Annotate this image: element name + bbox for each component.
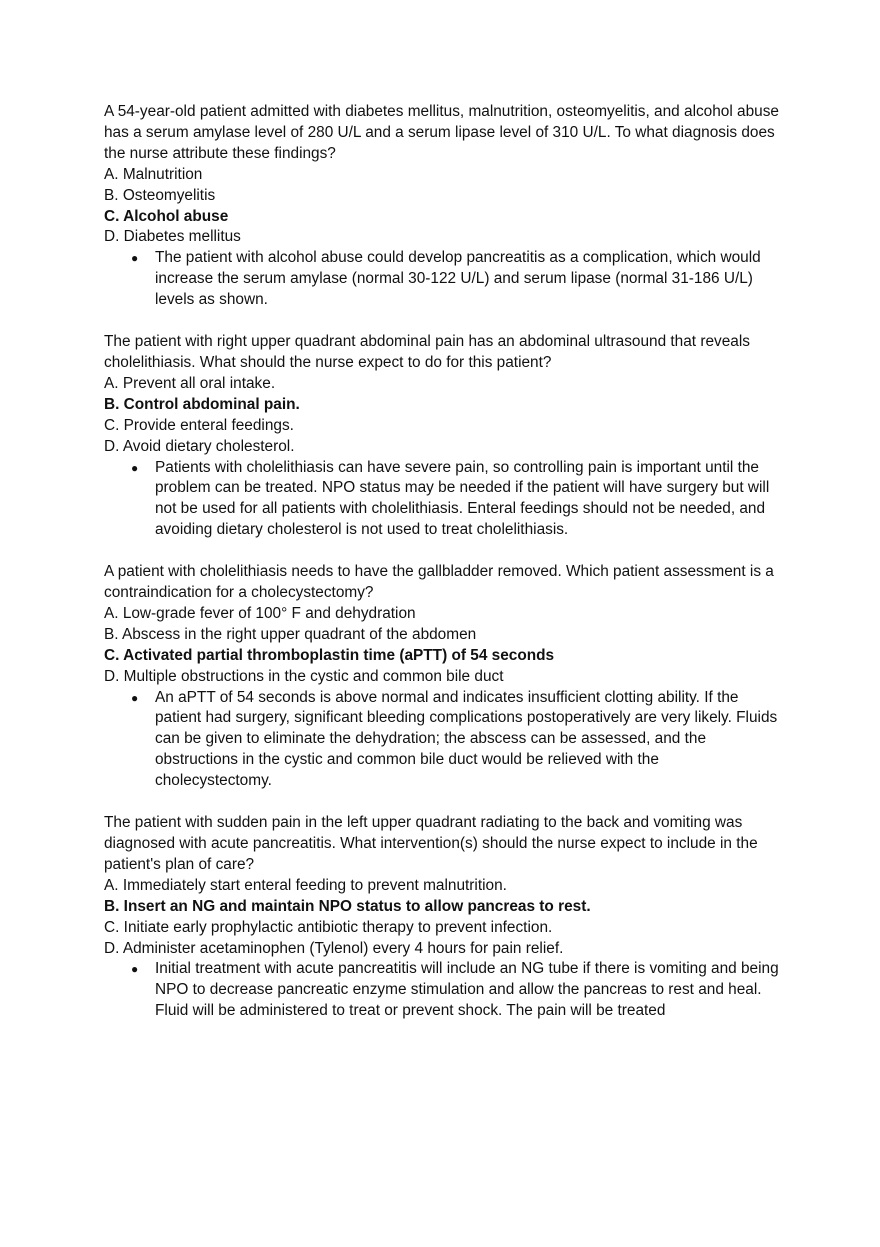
answer-option-d: D. Administer acetaminophen (Tylenol) every 4 hours for pain relief. [104,939,564,957]
question-4 [104,813,784,1022]
rationale-item [131,688,784,793]
question-stem: A patient with cholelithiasis needs to have the gallbladder removed. Which patient assessment is a contraindication for a cholecystectomy? [104,563,774,602]
rationale-text: Initial treatment with acute pancreatitis will include an NG tube if there is vomiting and being NPO to decrease pancreatic enzyme stimulation and allow the pancreas to rest and heal. Fluid will be administered to treat or prevent shock. The pain will be treated [155,960,779,1020]
rationale-list [104,458,784,542]
question-stem: A 54-year-old patient admitted with diabetes mellitus, malnutrition, osteomyelitis, and alcohol abuse has a serum amylase level of 280 U/L and a serum lipase level of 310 U/L. To what diagnosis does the nurse attribute these findings? [104,103,779,162]
answer-option-a: A. Low-grade fever of 100° F and dehydration [104,604,416,622]
question-1 [104,102,784,311]
rationale-list [104,959,784,1022]
bullet-icon: ● [131,690,139,705]
answer-option-a: A. Prevent all oral intake. [104,374,276,392]
rationale-text: Patients with cholelithiasis can have severe pain, so controlling pain is important until the problem can be treated. NPO status may be needed if the patient will have surgery but will not be used for all patients with cholelithiasis. Enteral feedings should not be needed, and avoiding dietary cholesterol is not used to treat cholelithiasis. [155,458,770,539]
rationale-text: The patient with alcohol abuse could develop pancreatitis as a complication, which would increase the serum amylase (normal 30-122 U/L) and serum lipase (normal 31-186 U/L) levels as shown. [155,249,761,309]
bullet-icon: ● [131,251,139,266]
answer-option-c-correct: C. Activated partial thromboplastin time (aPTT) of 54 seconds [104,646,555,664]
question-2 [104,332,784,541]
answer-option-a: A. Immediately start enteral feeding to prevent malnutrition. [104,876,507,894]
bullet-icon: ● [131,962,139,977]
answer-option-c: C. Provide enteral feedings. [104,416,294,434]
answer-option-b-correct: B. Insert an NG and maintain NPO status to allow pancreas to rest. [104,897,591,915]
answer-option-b: B. Osteomyelitis [104,186,216,204]
answer-option-d: D. Multiple obstructions in the cystic and common bile duct [104,667,504,685]
answer-option-a: A. Malnutrition [104,165,203,183]
answer-option-c-correct: C. Alcohol abuse [104,207,229,225]
rationale-list [104,688,784,793]
rationale-item [131,959,784,1022]
answer-option-b-correct: B. Control abdominal pain. [104,395,300,413]
question-3 [104,562,784,792]
answer-option-d: D. Diabetes mellitus [104,228,241,246]
bullet-icon: ● [131,460,139,475]
rationale-list [104,248,784,311]
answer-option-d: D. Avoid dietary cholesterol. [104,437,295,455]
rationale-item [131,248,784,311]
answer-option-c: C. Initiate early prophylactic antibiotic therapy to prevent infection. [104,918,553,936]
rationale-text: An aPTT of 54 seconds is above normal and indicates insufficient clotting ability. If the patient had surgery, significant bleeding complications postoperatively are very likely. Fluids can be given to eliminate the dehydration; the abscess can be assessed, and the obstructions in the cystic and common bile duct would be relieved with the cholecystectomy. [155,688,778,790]
question-stem: The patient with right upper quadrant abdominal pain has an abdominal ultrasound that reveals cholelithiasis. What should the nurse expect to do for this patient? [104,333,750,371]
answer-option-b: B. Abscess in the right upper quadrant of the abdomen [104,625,477,643]
rationale-item [131,458,784,542]
question-stem: The patient with sudden pain in the left upper quadrant radiating to the back and vomiting was diagnosed with acute pancreatitis. What intervention(s) should the nurse expect to include in the patient's plan of care? [104,814,758,873]
